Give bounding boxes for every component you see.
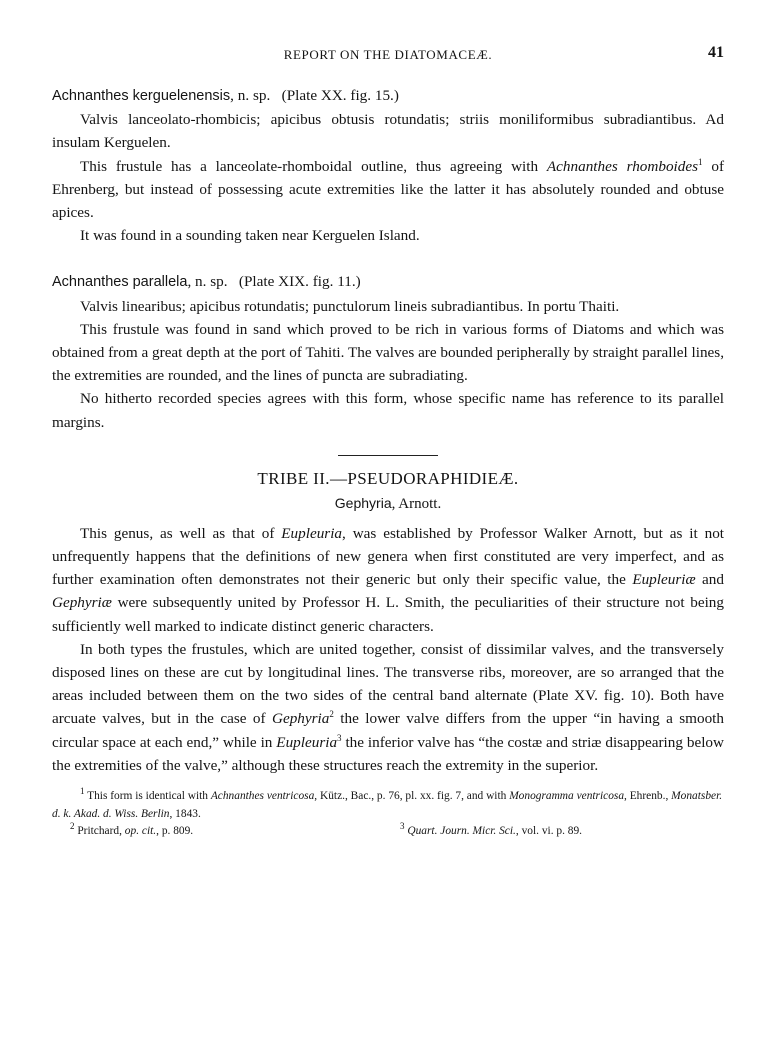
species-novelty: , n. sp. — [230, 87, 271, 104]
italic-citation: Quart. Journ. Micr. Sci. — [407, 825, 516, 838]
paragraph — [52, 155, 724, 225]
section-divider — [338, 455, 438, 456]
text-run: and — [695, 571, 724, 589]
text-run: were subsequently united by Professor H. L. Smith, the peculiarities of their structure not being sufficiently well marked to indicate distinct generic characters. — [52, 594, 724, 635]
footnote-3 — [400, 823, 582, 841]
species-heading-kerguelenensis — [52, 84, 724, 108]
running-title: REPORT ON THE DIATOMACEÆ. — [283, 47, 493, 62]
footnotes-row — [52, 823, 724, 841]
italic-taxon: Gephyria — [272, 710, 330, 728]
species-novelty: , n. sp. — [187, 273, 228, 291]
paragraph — [52, 638, 724, 777]
plate-reference: (Plate XIX. fig. 11.) — [238, 273, 361, 291]
text-run: , 1843. — [169, 807, 201, 820]
footnote-number: 3 — [400, 821, 405, 832]
paragraph: This frustule was found in sand which proved to be rich in various forms of Diatoms and which was obtained from a great depth at the port of Tahiti. The valves are bounded peripherally by straight parallel lines, the extremities are rounded, and the lines of puncta are subradiating. — [52, 320, 724, 385]
footnote-marker: 3 — [337, 732, 342, 743]
text-run: of Ehrenberg, but instead of possessing acute extremities like the latter it has absolutely rounded and obtuse apices. — [52, 157, 724, 222]
italic-taxon: Monogramma ventricosa — [509, 790, 625, 803]
italic-taxon: Achnanthes ventricosa — [210, 790, 315, 803]
italic-citation: op. cit. — [124, 825, 157, 838]
paragraph — [52, 522, 724, 638]
text-run: , Kütz., Bac., p. 76, pl. xx. fig. 7, and with — [314, 790, 510, 803]
italic-taxon: Eupleuria — [281, 524, 343, 542]
paragraph: No hitherto recorded species agrees with this form, whose specific name has reference to its parallel margins. — [52, 390, 724, 431]
latin-diagnosis: Valvis lanceolato-rhombicis; apicibus obtusis rotundatis; striis moniliformibus subradiantibus. Ad insulam Kerguelen. — [52, 111, 724, 152]
text-run: This genus, as well as that of — [80, 524, 282, 542]
italic-taxon: Eupleuria — [276, 733, 338, 751]
text-run: This form is identical with — [84, 790, 211, 803]
species-name: Achnanthes parallela — [52, 274, 188, 291]
italic-taxon: Eupleuriæ — [632, 571, 696, 589]
latin-diagnosis: Valvis linearibus; apicibus rotundatis; punctulorum lineis subradiantibus. In portu Thaiti. — [80, 297, 620, 315]
text-run: the inferior valve has “the costæ and striæ disappearing below the extremities of the valve,” although these structures reach the extremity in the superior. — [52, 733, 724, 774]
italic-citation: Monatsber. d. k. Akad. d. Wiss. Berlin — [52, 790, 723, 820]
italic-taxon: Gephyriæ — [52, 594, 112, 612]
text-run: , was established by Professor Walker Arnott, but as it not unfrequently happens that the definitions of new genera when first constituted are very imperfect, and as further examination often demonstrates not their generic but only their specific value, the — [52, 524, 725, 589]
page-body — [52, 84, 724, 841]
footnote-1 — [52, 788, 724, 823]
text-run: , vol. vi. p. 89. — [515, 825, 583, 838]
genus-author: , Arnott. — [391, 495, 442, 512]
footnote-2 — [52, 823, 400, 841]
text-run: This frustule has a lanceolate-rhomboidal outline, thus agreeing with — [80, 157, 547, 175]
text-run: Pritchard, — [74, 825, 125, 838]
plate-reference: (Plate XX. fig. 15.) — [281, 87, 399, 104]
text-run: In both types the frustules, which are united together, consist of dissimilar valves, and the transversely disposed lines on these are cut by longitudinal lines. The transverse ribs, moreover, are so arranged that the areas included between them on the two sides of the central band alternate (Plate XV. fig. 10). Both have arcuate valves, but in the case of — [52, 640, 724, 728]
italic-taxon: Achnanthes rhomboides — [546, 157, 699, 175]
footnotes — [52, 788, 724, 841]
footnote-marker: 2 — [329, 709, 334, 720]
species-heading-parallela — [52, 270, 724, 294]
genus-heading — [52, 491, 724, 516]
paragraph: It was found in a sounding taken near Kerguelen Island. — [80, 227, 420, 245]
genus-name: Gephyria — [334, 494, 392, 511]
spacer — [52, 247, 724, 270]
text-run: the lower valve differs from the upper “in having a smooth circular space at each end,” while in — [52, 710, 724, 751]
page-header — [52, 44, 724, 66]
species-name: Achnanthes kerguelenensis — [52, 88, 231, 104]
text-run: , p. 809. — [156, 825, 194, 838]
tribe-heading: TRIBE II.—PSEUDORAPHIDIEÆ. — [257, 468, 519, 488]
footnote-number: 2 — [70, 821, 75, 832]
footnote-number: 1 — [80, 786, 85, 797]
footnote-marker: 1 — [698, 156, 703, 167]
page-number: 41 — [708, 44, 724, 61]
text-run: , Ehrenb., — [624, 790, 672, 803]
